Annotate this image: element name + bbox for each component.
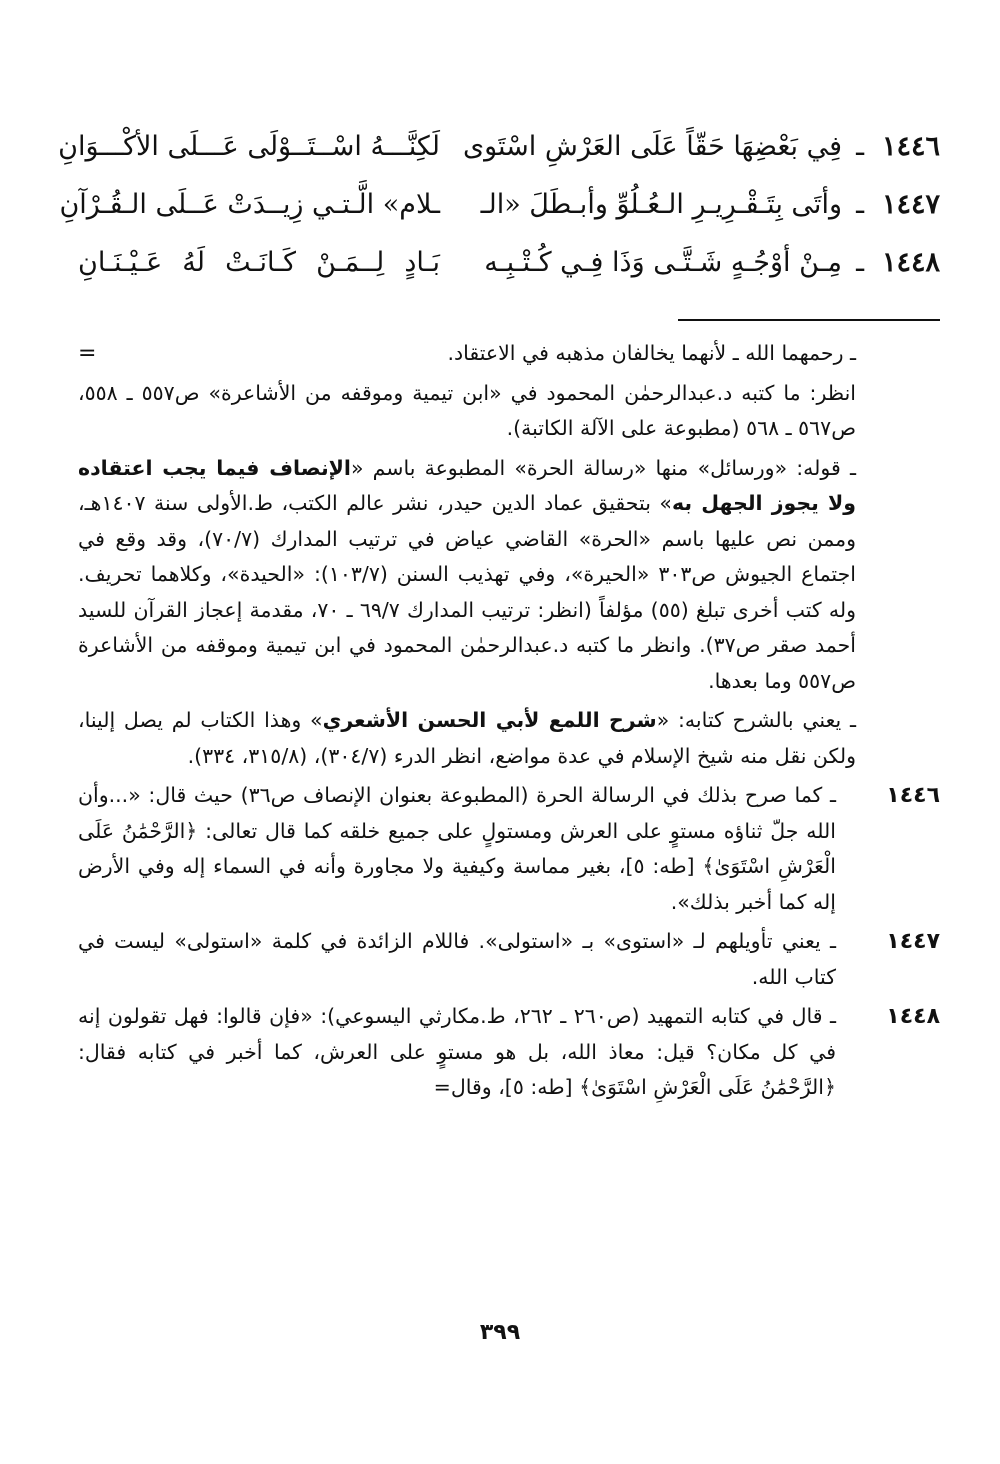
verse-number: ١٤٤٧ xyxy=(881,189,940,220)
footnote-continuation xyxy=(78,336,940,372)
footnote-text: ـ رحمهما الله ـ لأنهما يخالفان مذهبه في الاعتقاد. xyxy=(447,341,856,365)
verse-dash: ـ xyxy=(856,131,864,162)
footnote-number: ١٤٤٧ xyxy=(886,929,940,954)
footnote-continuation xyxy=(78,451,940,700)
verse-second-hemistich: لَكِنَّـــهُ اسْــتَــوْلَى عَـــلَى الأكْـــوَانِ xyxy=(58,131,440,162)
footnote-text: ـ قال في كتابه التمهيد (ص٢٦٠ ـ ٢٦٢، ط.مكارثي اليسوعي): «فإن قالوا: فهل تقولون إنه في كل مكان؟ قيل: معاذ الله، بل هو مستوٍ على العرش، كما أخبر في كتابه فقال: ﴿الرَّحْمَٰنُ عَلَى الْعَرْشِ اسْتَوَىٰ﴾ [طه: ٥]، وقال= xyxy=(78,1004,836,1099)
poem-verses xyxy=(58,118,940,292)
footnote-text-part: » وهذا الكتاب لم يصل إلينا، ولكن نقل منه شيخ الإسلام في عدة مواضع، انظر الدرء (٣٠٤/٧)، (٣١٥/٨، ٣٣٤). xyxy=(78,708,856,768)
footnote-text-part: » بتحقيق عماد الدين حيدر، نشر عالم الكتب، ط.الأولى سنة ١٤٠٧هـ، وممن نص عليها باسم «الحرة» القاضي عياض في ترتيب المدارك (٧٠/٧)، وقد وقع في اجتماع الجيوش ص٣٠٣ «الحيرة»، وفي تهذيب السنن (١٠٣/٧): «الحيدة»، وكلاهما تحريف. وله كتب أخرى تبلغ (٥٥) مؤلفاً (انظر: ترتيب المدارك ٦٩/٧ ـ ٧٠، مقدمة إعجاز القرآن للسيد أحمد صقر ص٣٧). وانظر ما كتبه د.عبدالرحمٰن المحمود في ابن تيمية وموقفه من الأشاعرة ص٥٥٧ وما بعدها. xyxy=(78,491,856,693)
footnote-text-part: ـ يعني بالشرح كتابه: « xyxy=(656,708,856,732)
footnote-separator xyxy=(678,319,940,321)
footnote-1446 xyxy=(78,778,940,920)
footnote-text-part: ـ قوله: «ورسائل» منها «رسالة الحرة» المطبوعة باسم « xyxy=(350,455,856,480)
verse-number: ١٤٤٨ xyxy=(881,247,940,278)
verse-second-hemistich: ـلام» الَّـتـي زِيــدَتْ عَــلَى الـقُـرْآنِ xyxy=(59,189,440,220)
footnote-text xyxy=(78,703,940,774)
verse-number: ١٤٤٦ xyxy=(881,131,940,162)
page-number: ٣٩٩ xyxy=(479,1320,521,1345)
footnote-continuation xyxy=(78,703,940,774)
footnote-number: ١٤٤٦ xyxy=(886,783,940,808)
footnote-1448 xyxy=(78,999,940,1106)
verse-1447 xyxy=(59,176,940,234)
verse-dash: ـ xyxy=(856,247,864,278)
verse-second-hemistich: بَـادٍ لِــمَـنْ كَـانَـتْ لَهُ عَـيْـنَـانِ xyxy=(78,247,440,278)
verse-dash: ـ xyxy=(856,189,864,220)
footnote-1447 xyxy=(78,924,940,995)
continuation-mark: = xyxy=(78,341,97,366)
footnote-number: ١٤٤٨ xyxy=(886,1004,940,1029)
book-title: الإنصاف فيما يجب اعتقاده ولا يجوز الجهل به xyxy=(78,455,856,515)
book-title: شرح اللمع لأبي الحسن الأشعري xyxy=(322,708,657,732)
verse-1446 xyxy=(58,118,940,176)
verse-first-hemistich: فِي بَعْضِهَا حَقّاً عَلَى العَرْشِ اسْتَوى xyxy=(462,131,842,162)
verse-first-hemistich: وأتَى بِتَـقْـرِيـرِ الـعُـلُوِّ وأبـطَلَ «الـ xyxy=(480,189,842,220)
footnotes xyxy=(78,336,940,1110)
verse-first-hemistich: مِـنْ أوْجُـهٍ شَـتَّـى وَذَا فِـي كُـتْـبِـه xyxy=(484,247,842,278)
footnote-text xyxy=(78,451,940,700)
verse-1448 xyxy=(78,234,940,292)
footnote-text: ـ كما صرح بذلك في الرسالة الحرة (المطبوعة بعنوان الإنصاف ص٣٦) حيث قال: «...وأن الله جلّ ثناؤه مستوٍ على العرش ومستولٍ على جميع خلقه كما قال تعالى: ﴿الرَّحْمَٰنُ عَلَى الْعَرْشِ اسْتَوَىٰ﴾ [طه: ٥]، بغير مماسة وكيفية ولا مجاورة وأنه في السماء إله وفي الأرض إله كما أخبر بذلك». xyxy=(78,783,836,914)
footnote-text: ـ يعني تأويلهم لـ «استوى» بـ «استولى». فاللام الزائدة في كلمة «استولى» ليست في كتاب الله. xyxy=(78,929,836,989)
footnote-continuation xyxy=(78,376,940,447)
footnote-text: انظر: ما كتبه د.عبدالرحمٰن المحمود في «ابن تيمية وموقفه من الأشاعرة» ص٥٥٧ ـ ٥٥٨، ص٥٦٧ ـ ٥٦٨ (مطبوعة على الآلة الكاتبة). xyxy=(78,380,856,440)
